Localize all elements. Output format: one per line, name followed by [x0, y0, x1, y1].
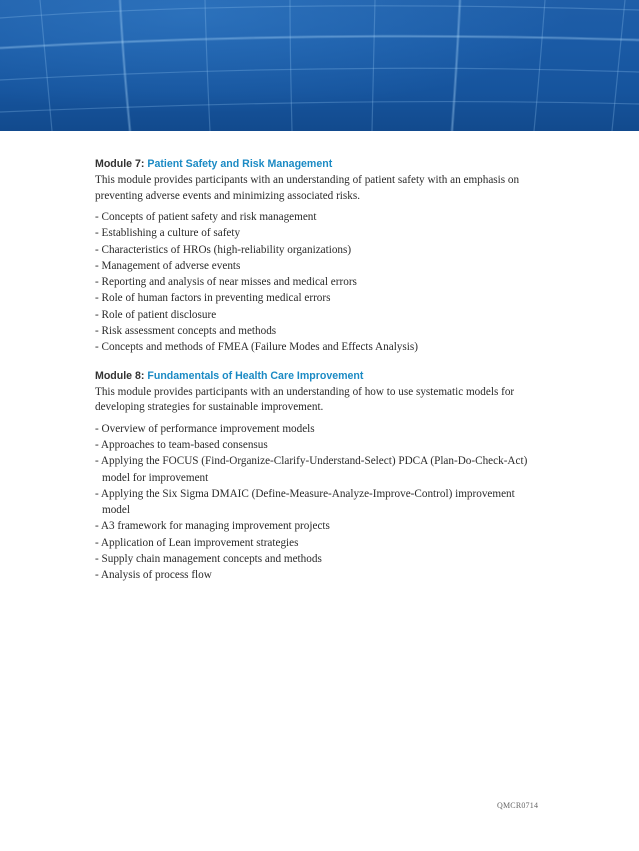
list-item: - Overview of performance improvement models — [95, 422, 315, 435]
module-7-section — [95, 157, 535, 356]
module-8-heading — [95, 369, 535, 384]
module-8-topic-list — [95, 421, 535, 584]
module-8-section — [95, 369, 535, 584]
banner-grid-pattern — [0, 0, 639, 131]
list-item: - Supply chain management concepts and methods — [95, 553, 322, 566]
module-7-number: Module 7: — [95, 158, 145, 170]
module-7-title: Patient Safety and Risk Management — [147, 158, 333, 170]
list-item: - Characteristics of HROs (high-reliability organizations) — [95, 243, 352, 256]
list-item: - Concepts of patient safety and risk management — [95, 211, 317, 223]
module-8-title: Fundamentals of Health Care Improvement — [147, 369, 364, 382]
list-item: - Concepts and methods of FMEA (Failure Modes and Effects Analysis) — [95, 341, 418, 354]
list-item: - Applying the Six Sigma DMAIC (Define-Measure-Analyze-Improve-Control) improvement model — [95, 487, 515, 517]
list-item: - Reporting and analysis of near misses and medical errors — [95, 276, 357, 289]
module-8-description: This module provides participants with an understanding of how to use systematic models for developing strategies for sustainable improvement. — [95, 385, 515, 414]
module-7-topic-list — [95, 209, 535, 356]
module-7-description: This module provides participants with an understanding of patient safety with an emphasis on preventing adverse events and minimizing associated risks. — [95, 174, 520, 202]
module-7-heading — [95, 157, 535, 172]
list-item: - Establishing a culture of safety — [95, 227, 241, 240]
list-item: - Management of adverse events — [95, 259, 241, 272]
list-item: - Risk assessment concepts and methods — [95, 325, 277, 338]
section-spacer — [95, 356, 535, 369]
document-code: QMCR0714 — [497, 801, 539, 810]
list-item: - Approaches to team-based consensus — [95, 438, 268, 451]
list-item: - Role of patient disclosure — [95, 308, 217, 321]
list-item: - Applying the FOCUS (Find-Organize-Clarify-Understand-Select) PDCA (Plan-Do-Check-Act) model for improvement — [95, 455, 528, 484]
module-8-number: Module 8: — [95, 369, 145, 382]
list-item: - Application of Lean improvement strategies — [95, 536, 299, 549]
list-item: - Analysis of process flow — [95, 569, 212, 582]
list-item: - Role of human factors in preventing medical errors — [95, 292, 331, 305]
list-item: - A3 framework for managing improvement projects — [95, 520, 330, 533]
course-modules — [95, 157, 535, 584]
header-banner — [0, 0, 639, 131]
